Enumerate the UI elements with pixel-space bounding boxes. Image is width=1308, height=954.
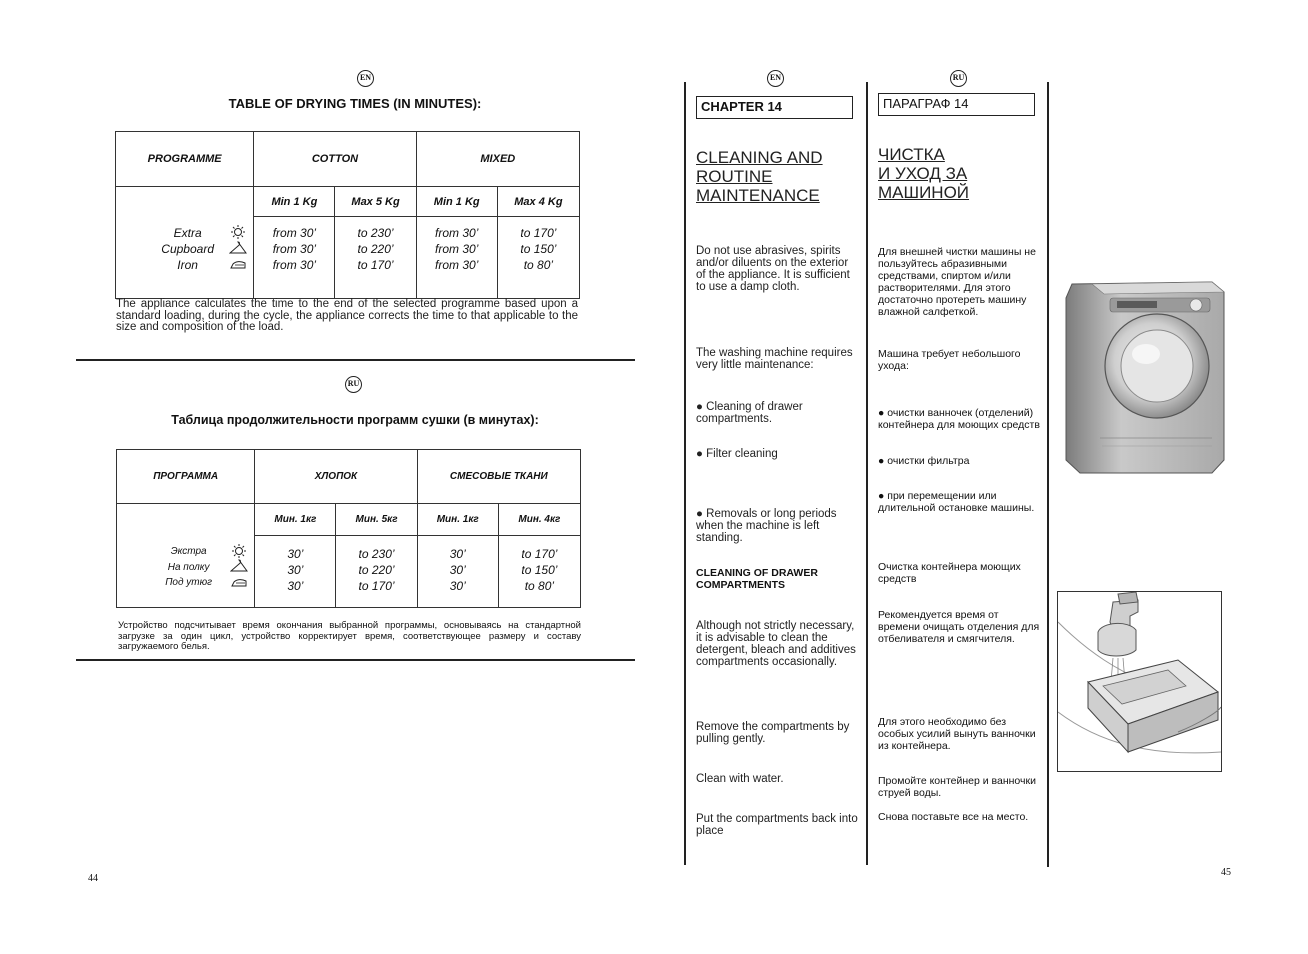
mixed-min-column: from 30’ from 30’ from 30’ bbox=[416, 217, 497, 299]
en-maintenance-paragraph: The washing machine requires very little maintenance: bbox=[696, 347, 853, 371]
mixed-max-column: to 170’ to 150’ to 80’ bbox=[497, 217, 579, 299]
ru-cotton-min-column: 30’ 30’ 30’ bbox=[255, 536, 336, 608]
ru-sub-header-cotton-min: Мин. 1кг bbox=[255, 504, 336, 536]
page-number-right: 45 bbox=[1221, 867, 1231, 878]
ru-language-badge: RU bbox=[950, 70, 967, 87]
en-subheading: CLEANING OF DRAWER COMPARTMENTS bbox=[696, 567, 818, 591]
sub-header-cotton-min: Min 1 Kg bbox=[254, 187, 335, 217]
label-extra: Extra bbox=[122, 225, 253, 241]
ru-table-note: Устройство подсчитывает время окончания выбранной программы, основываясь на стандартной загрузке за один цикл, устройство корректирует время, соответствующее размеру и составу загружаемого белья. bbox=[118, 620, 581, 652]
en-bullet-drawer: ● Cleaning of drawer compartments. bbox=[696, 401, 803, 425]
sub-header-mixed-min: Min 1 Kg bbox=[416, 187, 497, 217]
ru-bullet-drawer: ● очистки ванночек (отделений) контейнера для моющих средств bbox=[878, 407, 1040, 431]
column-rule bbox=[866, 82, 868, 865]
ru-putback-paragraph: Снова поставьте все на место. bbox=[878, 811, 1029, 823]
sub-header-cotton-max: Max 5 Kg bbox=[335, 187, 416, 217]
ru-sub-header-mixed-max: Мин. 4кг bbox=[498, 504, 580, 536]
hanger-icon bbox=[230, 559, 248, 573]
sun-icon bbox=[231, 225, 245, 239]
ru-clean-paragraph: Промойте контейнер и ванночки струей воды. bbox=[878, 775, 1036, 799]
page-number-left: 44 bbox=[88, 873, 98, 884]
en-chapter-heading: CLEANING AND ROUTINE MAINTENANCE bbox=[696, 148, 823, 205]
ru-mixed-header: СМЕСОВЫЕ ТКАНИ bbox=[417, 450, 580, 504]
en-bullet-filter: ● Filter cleaning bbox=[696, 448, 778, 460]
cotton-max-column: to 230’ to 220’ to 170’ bbox=[335, 217, 416, 299]
divider bbox=[76, 359, 635, 361]
ru-label-extra: Экстра bbox=[123, 544, 254, 560]
column-rule bbox=[1047, 82, 1049, 867]
ru-chapter-label: ПАРАГРАФ 14 bbox=[878, 93, 1035, 116]
ru-cotton-max-column: to 230’ to 220’ to 170’ bbox=[336, 536, 417, 608]
ru-drying-table bbox=[116, 449, 581, 608]
en-language-badge: EN bbox=[357, 70, 374, 87]
ru-label-cupboard: На полку bbox=[123, 560, 254, 576]
ru-bullet-removals: ● при перемещении или длительной остановке машины. bbox=[878, 490, 1035, 514]
washing-machine-illustration bbox=[1062, 278, 1232, 478]
ru-exterior-paragraph: Для внешней чистки машины не пользуйтесь абразивными средствами, спиртом и/или растворителями. Для этого достаточно протереть машину влажной салфеткой. bbox=[878, 246, 1036, 318]
ru-mixed-min-column: 30’ 30’ 30’ bbox=[417, 536, 498, 608]
ru-chapter-heading: ЧИСТКА И УХОД ЗА МАШИНОЙ bbox=[878, 145, 970, 202]
en-chapter-label: CHAPTER 14 bbox=[696, 96, 853, 119]
sub-header-mixed-max: Max 4 Kg bbox=[497, 187, 579, 217]
cotton-min-column: from 30’ from 30’ from 30’ bbox=[254, 217, 335, 299]
cotton-header: COTTON bbox=[254, 132, 416, 187]
en-table-title: TABLE OF DRYING TIMES (IN MINUTES): bbox=[228, 96, 482, 111]
programme-header: PROGRAMME bbox=[116, 132, 254, 187]
ru-maintenance-paragraph: Машина требует небольшого ухода: bbox=[878, 348, 1021, 372]
ru-bullet-filter: ● очистки фильтра bbox=[878, 455, 970, 467]
ru-sub-header-cotton-max: Мин. 5кг bbox=[336, 504, 417, 536]
ru-language-badge: RU bbox=[345, 376, 362, 393]
ru-sub-header-mixed-min: Мин. 1кг bbox=[417, 504, 498, 536]
en-advisable-paragraph: Although not strictly necessary, it is advisable to clean the detergent, bleach and additives compartments occasionally. bbox=[696, 620, 856, 668]
en-table-note: The appliance calculates the time to the end of the selected programme based upon a standard loading, during the cycle, the appliance corrects the time to that applicable to the size and composition of the load. bbox=[116, 298, 578, 333]
en-bullet-removals: ● Removals or long periods when the machine is left standing. bbox=[696, 508, 837, 544]
ru-remove-paragraph: Для этого необходимо без особых усилий вынуть ванночки из контейнера. bbox=[878, 716, 1036, 752]
en-clean-paragraph: Clean with water. bbox=[696, 773, 784, 785]
drawer-cleaning-illustration bbox=[1057, 591, 1222, 772]
en-drying-table bbox=[115, 131, 580, 299]
label-cupboard: Cupboard bbox=[122, 241, 253, 257]
sun-icon bbox=[232, 544, 246, 558]
tap-and-drawer-drawing bbox=[1058, 592, 1221, 771]
programme-labels bbox=[116, 187, 254, 299]
ru-label-iron: Под утюг bbox=[123, 575, 254, 591]
divider bbox=[76, 659, 635, 661]
ru-programme-labels bbox=[117, 504, 255, 608]
mixed-header: MIXED bbox=[416, 132, 579, 187]
ru-table-title: Таблица продолжительности программ сушки (в минутах): bbox=[171, 413, 539, 427]
label-iron: Iron bbox=[122, 257, 253, 273]
en-language-badge: EN bbox=[767, 70, 784, 87]
en-putback-paragraph: Put the compartments back into place bbox=[696, 813, 858, 837]
ru-cotton-header: ХЛОПОК bbox=[255, 450, 417, 504]
en-exterior-paragraph: Do not use abrasives, spirits and/or diluents on the exterior of the appliance. It is sufficient to use a damp cloth. bbox=[696, 245, 850, 293]
ru-mixed-max-column: to 170’ to 150’ to 80’ bbox=[498, 536, 580, 608]
en-remove-paragraph: Remove the compartments by pulling gently. bbox=[696, 721, 850, 745]
ru-advisable-paragraph: Рекомендуется время от времени очищать отделения для отбеливателя и смягчителя. bbox=[878, 609, 1040, 645]
ru-programme-header: ПРОГРАММА bbox=[117, 450, 255, 504]
iron-icon bbox=[230, 576, 248, 588]
column-rule bbox=[684, 82, 686, 865]
ru-subheading: Очистка контейнера моющих средств bbox=[878, 561, 1021, 585]
iron-icon bbox=[229, 258, 247, 270]
hanger-icon bbox=[229, 241, 247, 255]
